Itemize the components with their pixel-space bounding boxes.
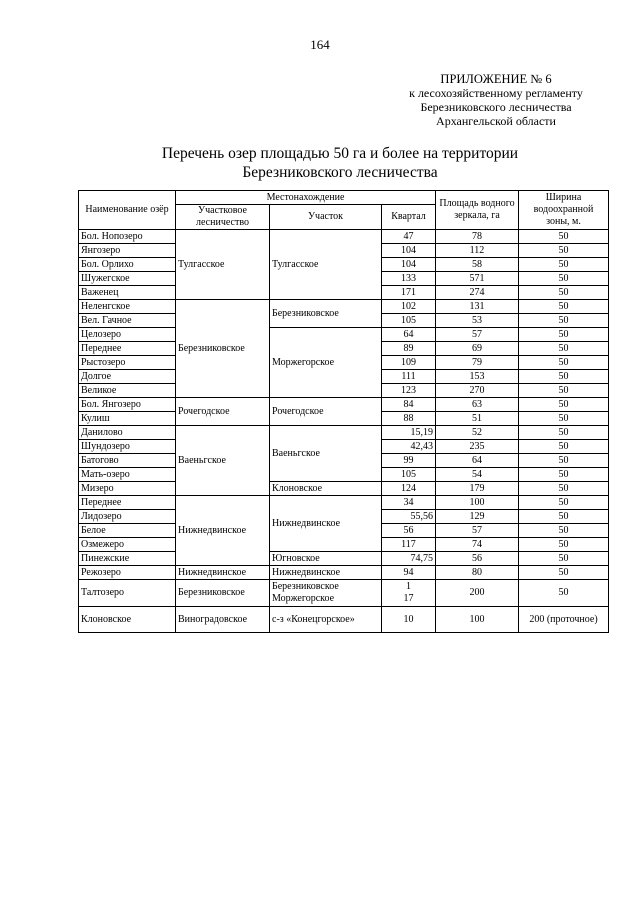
surface-cell: 571 [436,272,519,286]
zone-cell: 50 [519,370,609,384]
zone-cell: 50 [519,454,609,468]
surface-cell: 100 [436,496,519,510]
forestry-cell: Виноградовское [176,607,270,633]
lake-name: Великое [79,384,176,398]
quarter-cell: 34 [382,496,436,510]
surface-cell: 112 [436,244,519,258]
header-location: Местонахождение [176,191,436,205]
quarter-cell: 42,43 [382,440,436,454]
forestry-cell: Березниковское [176,580,270,607]
lake-name: Мать-озеро [79,468,176,482]
table-row [79,566,609,580]
lake-name: Неленгское [79,300,176,314]
header-name: Наименование озёр [79,191,176,230]
quarter-cell: 56 [382,524,436,538]
surface-cell: 74 [436,538,519,552]
quarter-cell: 105 [382,314,436,328]
quarter-cell: 10 [382,607,436,633]
forestry-cell: Рочегодское [176,398,270,426]
header-forestry: Участковое лесничество [176,205,270,230]
surface-cell: 235 [436,440,519,454]
quarter-cell: 94 [382,566,436,580]
area-cell: Тулгасское [270,230,382,300]
lake-name: Белое [79,524,176,538]
appendix-block [360,72,632,128]
surface-cell: 53 [436,314,519,328]
table-row [79,328,609,342]
lake-name: Шундозеро [79,440,176,454]
area-cell: Югновское [270,552,382,566]
quarter-cell: 84 [382,398,436,412]
zone-cell: 50 [519,272,609,286]
surface-cell: 274 [436,286,519,300]
surface-cell: 57 [436,328,519,342]
lake-name: Озмежеро [79,538,176,552]
surface-cell: 64 [436,454,519,468]
header-area: Участок [270,205,382,230]
appendix-line: Березниковского лесничества [420,100,572,114]
lake-name: Бол. Янгозеро [79,398,176,412]
area-cell: с-з «Конецгорское» [270,607,382,633]
surface-cell: 52 [436,426,519,440]
surface-cell: 129 [436,510,519,524]
lake-name: Целозеро [79,328,176,342]
zone-cell: 200 (проточное) [519,607,609,633]
lake-name: Лидозеро [79,510,176,524]
area-cell: Нижнедвинское [270,566,382,580]
document-title-line: Перечень озер площадью 50 га и более на территории [161,145,519,162]
lake-name: Бол. Нопозеро [79,230,176,244]
document-title-line: Березниковского лесничества [242,164,438,181]
zone-cell: 50 [519,510,609,524]
lake-name: Янгозеро [79,244,176,258]
quarter-cell: 117 [382,538,436,552]
surface-cell: 57 [436,524,519,538]
quarter-cell: 88 [382,412,436,426]
surface-cell: 63 [436,398,519,412]
quarter-cell: 89 [382,342,436,356]
quarter-cell: 133 [382,272,436,286]
zone-cell: 50 [519,384,609,398]
table-row [79,398,609,412]
lakes-table [78,190,609,633]
lake-name: Рыстозеро [79,356,176,370]
surface-cell: 100 [436,607,519,633]
zone-cell: 50 [519,314,609,328]
lake-name: Шужегское [79,272,176,286]
zone-cell: 50 [519,566,609,580]
table-row [79,496,609,510]
forestry-cell: Березниковское [176,300,270,398]
lake-name: Долгое [79,370,176,384]
page-number: 164 [310,37,330,52]
table-row [79,607,609,633]
lake-name: Переднее [79,496,176,510]
zone-cell: 50 [519,230,609,244]
lake-name: Пинежские [79,552,176,566]
zone-cell: 50 [519,412,609,426]
quarter-cell: 104 [382,258,436,272]
surface-cell: 78 [436,230,519,244]
lake-name: Режозеро [79,566,176,580]
area-cell: Клоновское [270,482,382,496]
table-row [79,580,609,607]
surface-cell: 179 [436,482,519,496]
quarter-cell: 171 [382,286,436,300]
surface-cell: 131 [436,300,519,314]
table-row [79,230,609,244]
quarter-cell: 124 [382,482,436,496]
lake-name: Важенец [79,286,176,300]
zone-cell: 50 [519,538,609,552]
zone-cell: 50 [519,258,609,272]
zone-cell: 50 [519,524,609,538]
quarter-cell: 74,75 [382,552,436,566]
surface-cell: 58 [436,258,519,272]
header-quarter: Квартал [382,205,436,230]
area-line: Моржегорское [272,593,335,604]
document-title [0,144,640,182]
header-zone: Ширина водоохранной зоны, м. [519,191,609,230]
lake-name: Вел. Гачное [79,314,176,328]
surface-cell: 51 [436,412,519,426]
lake-name: Батогово [79,454,176,468]
zone-cell: 50 [519,286,609,300]
lake-name: Переднее [79,342,176,356]
appendix-line: Архангельской области [436,114,556,128]
surface-cell: 270 [436,384,519,398]
zone-cell: 50 [519,552,609,566]
quarter-cell [382,580,436,607]
zone-cell: 50 [519,398,609,412]
quarter-line: 17 [403,593,414,604]
area-cell: Моржегорское [270,328,382,398]
zone-cell: 50 [519,356,609,370]
zone-cell: 50 [519,496,609,510]
forestry-cell: Тулгасское [176,230,270,300]
zone-cell: 50 [519,328,609,342]
forestry-cell: Нижнедвинское [176,566,270,580]
zone-cell: 50 [519,580,609,607]
forestry-cell: Нижнедвинское [176,496,270,566]
area-cell: Ваеньгское [270,426,382,482]
zone-cell: 50 [519,342,609,356]
table-row [79,426,609,440]
quarter-cell: 99 [382,454,436,468]
quarter-cell: 47 [382,230,436,244]
table-body [79,230,609,633]
lake-name: Талтозеро [79,580,176,607]
surface-cell: 54 [436,468,519,482]
surface-cell: 200 [436,580,519,607]
quarter-cell: 105 [382,468,436,482]
surface-cell: 69 [436,342,519,356]
area-cell: Нижнедвинское [270,496,382,552]
zone-cell: 50 [519,244,609,258]
area-cell: Березниковское [270,300,382,328]
zone-cell: 50 [519,440,609,454]
appendix-title: ПРИЛОЖЕНИЕ № 6 [440,72,552,86]
zone-cell: 50 [519,426,609,440]
zone-cell: 50 [519,468,609,482]
quarter-cell: 64 [382,328,436,342]
forestry-cell: Ваеньгское [176,426,270,496]
quarter-line: 1 [406,581,411,592]
table-row [79,552,609,566]
quarter-cell: 104 [382,244,436,258]
surface-cell: 153 [436,370,519,384]
quarter-cell: 123 [382,384,436,398]
surface-cell: 56 [436,552,519,566]
table-row [79,482,609,496]
area-cell [270,580,382,607]
header-surface: Площадь водного зеркала, га [436,191,519,230]
lake-name: Бол. Орлихо [79,258,176,272]
lake-name: Клоновское [79,607,176,633]
quarter-cell: 102 [382,300,436,314]
zone-cell: 50 [519,300,609,314]
zone-cell: 50 [519,482,609,496]
surface-cell: 80 [436,566,519,580]
quarter-cell: 109 [382,356,436,370]
quarter-cell: 15,19 [382,426,436,440]
appendix-line: к лесохозяйственному регламенту [409,86,583,100]
area-cell: Рочегодское [270,398,382,426]
lake-name: Кулиш [79,412,176,426]
area-line: Березниковское [272,581,339,592]
quarter-cell: 111 [382,370,436,384]
surface-cell: 79 [436,356,519,370]
quarter-cell: 55,56 [382,510,436,524]
lake-name: Мизеро [79,482,176,496]
table-row [79,300,609,314]
lake-name: Данилово [79,426,176,440]
